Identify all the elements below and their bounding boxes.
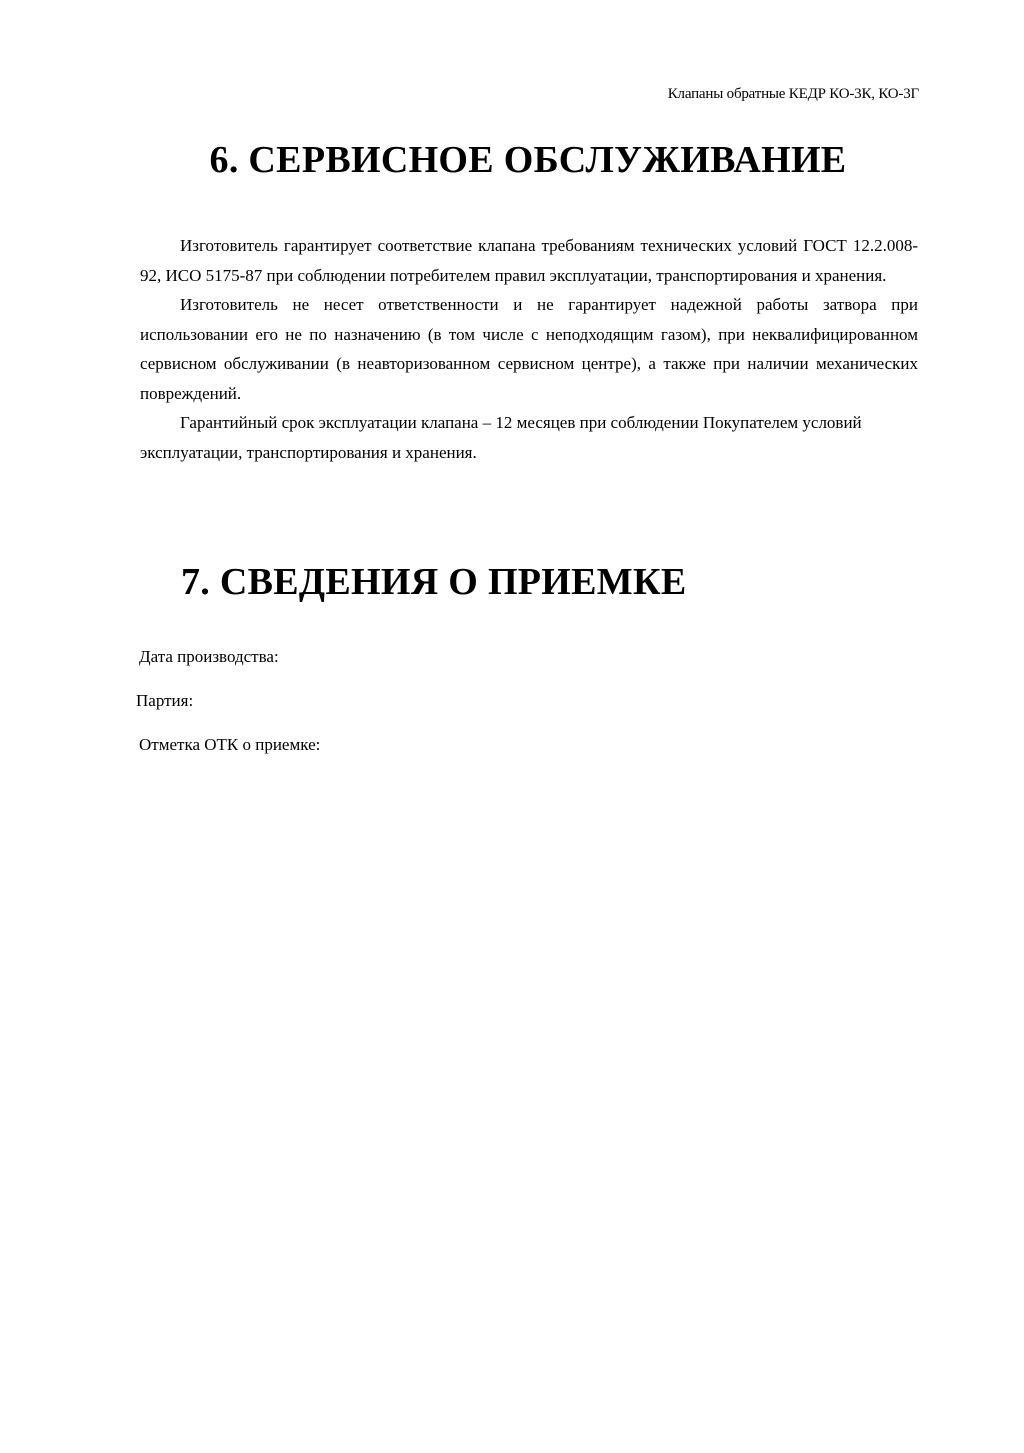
section-6-body — [140, 231, 918, 467]
warranty-compliance-paragraph: Изготовитель гарантирует соответствие клапана требованиям технических условий ГОСТ 12.2.008-92, ИСО 5175-87 при соблюдении потребителем правил эксплуатации, транспортирования и хранения. — [140, 236, 918, 285]
running-header: Клапаны обратные КЕДР КО-3К, КО-3Г — [667, 86, 919, 102]
batch-label: Партия: — [136, 691, 194, 710]
liability-paragraph: Изготовитель не несет ответственности и не гарантирует надежной работы затвора при использовании его не по назначению (в том числе с неподходящим газом), при неквалифицированном сервисном обслуживании (в неавторизованном сервисном центре), а также при наличии механических повреждений. — [140, 295, 918, 403]
otk-mark-label: Отметка ОТК о приемке: — [139, 735, 321, 754]
warranty-period-paragraph: Гарантийный срок эксплуатации клапана – 12 месяцев при соблюдении Покупателем условий эксплуатации, транспортирования и хранения. — [140, 413, 862, 462]
section-6-title: 6. СЕРВИСНОЕ ОБСЛУЖИВАНИЕ — [209, 139, 847, 181]
production-date-label: Дата производства: — [139, 647, 279, 666]
section-7-title: 7. СВЕДЕНИЯ О ПРИЕМКЕ — [181, 561, 687, 603]
